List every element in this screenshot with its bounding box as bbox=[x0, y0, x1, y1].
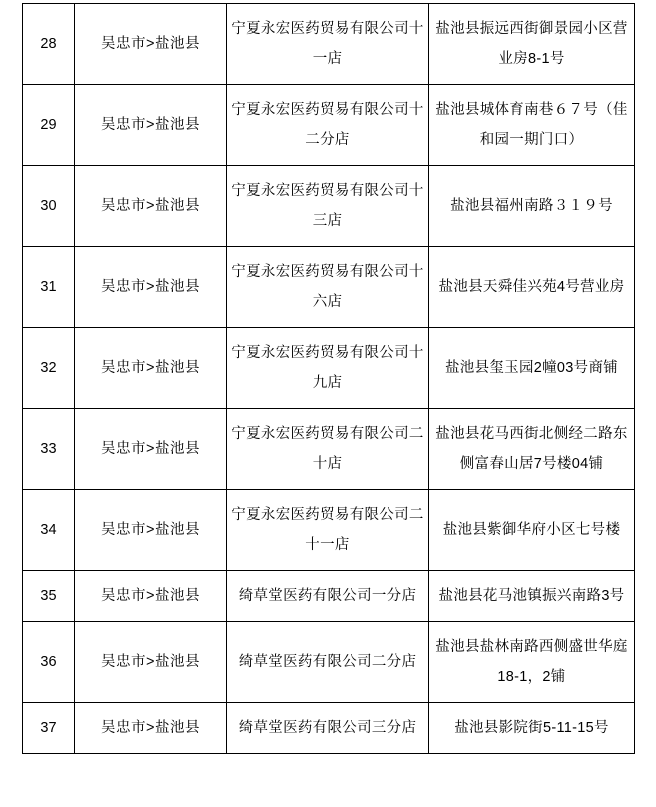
document-page bbox=[0, 3, 656, 807]
row-region: 吴忠市>盐池县 bbox=[75, 4, 227, 85]
row-region: 吴忠市>盐池县 bbox=[75, 85, 227, 166]
table-row bbox=[23, 328, 635, 409]
row-address: 盐池县盐林南路西侧盛世华庭18-1，2铺 bbox=[429, 622, 635, 703]
row-region: 吴忠市>盐池县 bbox=[75, 328, 227, 409]
table-row bbox=[23, 622, 635, 703]
pharmacy-table bbox=[22, 3, 635, 754]
row-index: 31 bbox=[23, 247, 75, 328]
row-index: 28 bbox=[23, 4, 75, 85]
row-name: 宁夏永宏医药贸易有限公司二十一店 bbox=[227, 490, 429, 571]
row-region: 吴忠市>盐池县 bbox=[75, 166, 227, 247]
row-name: 绮草堂医药有限公司一分店 bbox=[227, 571, 429, 622]
row-index: 36 bbox=[23, 622, 75, 703]
table-row bbox=[23, 166, 635, 247]
row-address: 盐池县福州南路３１９号 bbox=[429, 166, 635, 247]
row-region: 吴忠市>盐池县 bbox=[75, 409, 227, 490]
row-name: 宁夏永宏医药贸易有限公司十二分店 bbox=[227, 85, 429, 166]
row-index: 37 bbox=[23, 703, 75, 754]
row-address: 盐池县花马池镇振兴南路3号 bbox=[429, 571, 635, 622]
row-address: 盐池县城体育南巷６７号（佳和园一期门口） bbox=[429, 85, 635, 166]
table-row bbox=[23, 85, 635, 166]
row-index: 32 bbox=[23, 328, 75, 409]
row-address: 盐池县天舜佳兴苑4号营业房 bbox=[429, 247, 635, 328]
row-address: 盐池县影院街5-11-15号 bbox=[429, 703, 635, 754]
row-region: 吴忠市>盐池县 bbox=[75, 622, 227, 703]
row-region: 吴忠市>盐池县 bbox=[75, 703, 227, 754]
row-name: 宁夏永宏医药贸易有限公司十九店 bbox=[227, 328, 429, 409]
table-body bbox=[23, 4, 635, 754]
row-name: 绮草堂医药有限公司二分店 bbox=[227, 622, 429, 703]
row-address: 盐池县振远西街御景园小区营业房8-1号 bbox=[429, 4, 635, 85]
row-name: 宁夏永宏医药贸易有限公司十一店 bbox=[227, 4, 429, 85]
row-index: 29 bbox=[23, 85, 75, 166]
row-region: 吴忠市>盐池县 bbox=[75, 571, 227, 622]
row-region: 吴忠市>盐池县 bbox=[75, 490, 227, 571]
row-address: 盐池县花马西街北侧经二路东侧富春山居7号楼04铺 bbox=[429, 409, 635, 490]
row-index: 35 bbox=[23, 571, 75, 622]
table-row bbox=[23, 409, 635, 490]
row-address: 盐池县紫御华府小区七号楼 bbox=[429, 490, 635, 571]
table-row bbox=[23, 571, 635, 622]
row-name: 宁夏永宏医药贸易有限公司十三店 bbox=[227, 166, 429, 247]
table-row bbox=[23, 247, 635, 328]
row-index: 33 bbox=[23, 409, 75, 490]
row-name: 宁夏永宏医药贸易有限公司十六店 bbox=[227, 247, 429, 328]
row-address: 盐池县玺玉园2幢03号商铺 bbox=[429, 328, 635, 409]
row-region: 吴忠市>盐池县 bbox=[75, 247, 227, 328]
table-row bbox=[23, 490, 635, 571]
row-index: 30 bbox=[23, 166, 75, 247]
row-name: 绮草堂医药有限公司三分店 bbox=[227, 703, 429, 754]
table-row bbox=[23, 703, 635, 754]
row-name: 宁夏永宏医药贸易有限公司二十店 bbox=[227, 409, 429, 490]
row-index: 34 bbox=[23, 490, 75, 571]
table-row bbox=[23, 4, 635, 85]
